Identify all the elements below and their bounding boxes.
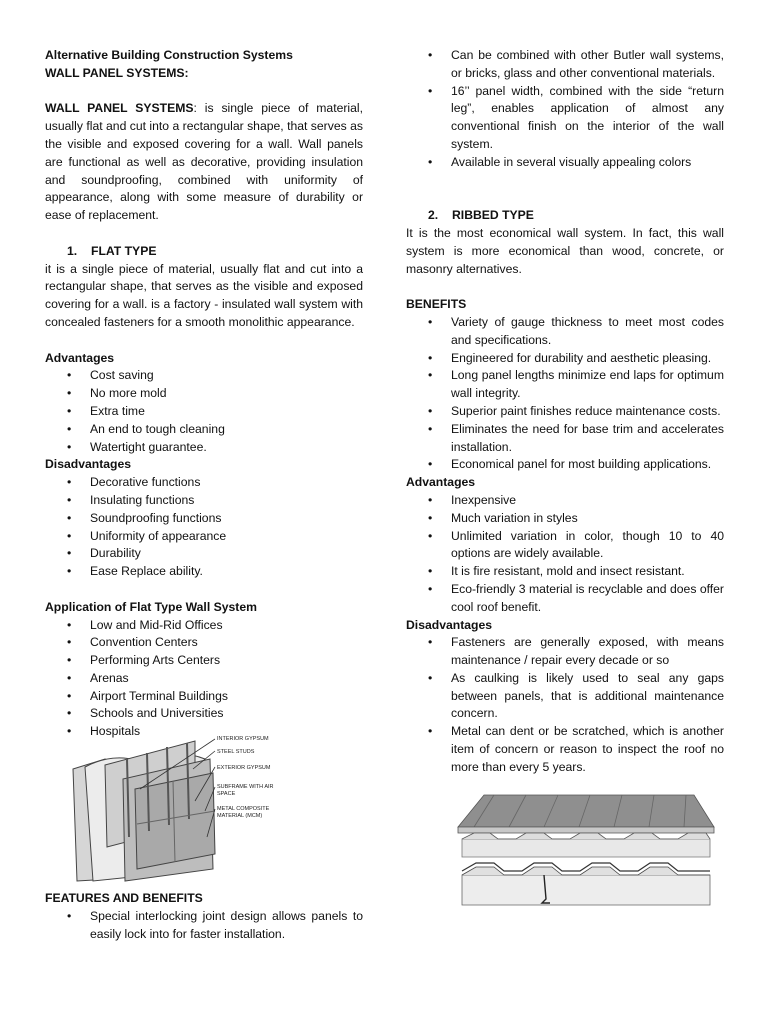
list-item: • Metal can dent or be scratched, which is another item of concern or reason to inspect the roof no more than every 5 years. xyxy=(406,723,724,776)
list-item: • Durability xyxy=(45,545,363,563)
features-list xyxy=(45,908,363,944)
document-subtitle: WALL PANEL SYSTEMS: xyxy=(45,65,189,80)
list-item: • Unlimited variation in color, though 10 to 40 options are widely available. xyxy=(406,528,724,564)
list-item: • Soundproofing functions xyxy=(45,510,363,528)
ribbed-type-number: 2. xyxy=(428,208,439,223)
list-item: • Schools and Universities xyxy=(45,705,363,723)
flat-disadvantages-heading: Disadvantages xyxy=(45,457,132,472)
features-heading: FEATURES AND BENEFITS xyxy=(45,891,203,906)
flat-type-number: 1. xyxy=(67,243,78,258)
list-item: • Engineered for durability and aesthetic pleasing. xyxy=(406,350,724,368)
benefits-heading: BENEFITS xyxy=(406,297,467,312)
ribbed-type-label: RIBBED TYPE xyxy=(452,208,534,223)
flat-type-label: FLAT TYPE xyxy=(91,243,157,258)
ribbed-disadvantages-list xyxy=(406,634,724,776)
list-item: • It is fire resistant, mold and insect resistant. xyxy=(406,563,724,581)
list-item: • Low and Mid-Rid Offices xyxy=(45,617,363,635)
ribbed-panel-diagram xyxy=(454,787,768,917)
features-list-continued xyxy=(406,47,724,172)
list-item: • Performing Arts Centers xyxy=(45,652,363,670)
list-item: • Inexpensive xyxy=(406,492,724,510)
list-item: • Available in several visually appealing colors xyxy=(406,154,724,172)
list-item: • Long panel lengths minimize end laps for optimum wall integrity. xyxy=(406,367,724,403)
application-heading: Application of Flat Type Wall System xyxy=(45,599,257,614)
list-item: • Decorative functions xyxy=(45,474,363,492)
list-item: • Superior paint finishes reduce maintenance costs. xyxy=(406,403,724,421)
list-item: • Arenas xyxy=(45,670,363,688)
list-item: • Economical panel for most building applications. xyxy=(406,456,724,474)
list-item: • Variety of gauge thickness to meet most codes and specifications. xyxy=(406,314,724,350)
list-item: • Uniformity of appearance xyxy=(45,528,363,546)
list-item: • Extra time xyxy=(45,403,363,421)
ribbed-advantages-heading: Advantages xyxy=(406,475,476,490)
list-item: • Airport Terminal Buildings xyxy=(45,688,363,706)
ribbed-advantages-list xyxy=(406,492,724,617)
right-column xyxy=(406,47,724,917)
list-item: • Special interlocking joint design allows panels to easily lock into for faster installation. xyxy=(45,908,363,944)
ribbed-disadvantages-heading: Disadvantages xyxy=(406,617,493,632)
list-item: • Watertight guarantee. xyxy=(45,439,363,457)
label-interior-gypsum: INTERIOR GYPSUM xyxy=(217,736,269,743)
list-item: • Convention Centers xyxy=(45,634,363,652)
list-item: • 16’’ panel width, combined with the side “return leg”, enables application of almost any conventional finish on the interior of the wall system. xyxy=(406,83,724,154)
list-item: • Cost saving xyxy=(45,367,363,385)
ribbed-type-heading xyxy=(406,207,724,225)
label-metal-composite: METAL COMPOSITE xyxy=(217,806,270,813)
benefits-list xyxy=(406,314,724,474)
application-list xyxy=(45,617,363,742)
list-item: • Can be combined with other Butler wall systems, or bricks, glass and other conventional materials. xyxy=(406,47,724,83)
label-subframe-space: SPACE xyxy=(217,791,236,798)
intro-term: WALL PANEL SYSTEMS xyxy=(45,101,194,116)
flat-disadvantages-list xyxy=(45,474,363,581)
flat-advantages-list xyxy=(45,367,363,456)
flat-type-heading xyxy=(45,243,363,261)
list-item: • Eco-friendly 3 material is recyclable and does offer cool roof benefit. xyxy=(406,581,724,617)
flat-advantages-heading: Advantages xyxy=(45,350,115,365)
intro-text: : is single piece of material, usually flat and cut into a rectangular shape, that serves as the visible and exposed covering for a wall. Wall panels are functional as well as decorative, providing insulation and soundproofing, combined with uniformity of appearance, along with some measure of durability or ease of replacement. xyxy=(45,101,363,223)
flat-type-text: it is a single piece of material, usually flat and cut into a rectangular shape, that serves as the visible and exposed covering for a wall. is a factory - insulated wall system with concealed fasteners for a smooth monolithic appearance. xyxy=(45,261,363,329)
list-item: • Fasteners are generally exposed, with means maintenance / repair every decade or so xyxy=(406,634,724,670)
ribbed-type-text: It is the most economical wall system. In fact, this wall system is more economical than wood, concrete, or masonry alternatives. xyxy=(406,225,724,276)
list-item: • Eliminates the need for base trim and accelerates installation. xyxy=(406,421,724,457)
list-item: • As caulking is likely used to seal any gaps between panels, that is additional maintenance concern. xyxy=(406,670,724,723)
label-steel-studs: STEEL STUDS xyxy=(217,749,255,756)
label-exterior-gypsum: EXTERIOR GYPSUM xyxy=(217,765,271,772)
document-title: Alternative Building Construction Systems xyxy=(45,48,293,62)
flat-wall-panel-diagram xyxy=(45,729,363,884)
list-item: • An end to tough cleaning xyxy=(45,421,363,439)
left-column xyxy=(45,47,363,943)
list-item: • Ease Replace ability. xyxy=(45,563,363,581)
label-mcm: MATERIAL (MCM) xyxy=(217,813,263,820)
list-item: • No more mold xyxy=(45,385,363,403)
list-item: • Hospitals xyxy=(45,723,363,741)
label-subframe: SUBFRAME WITH AIR xyxy=(217,784,274,791)
list-item: • Insulating functions xyxy=(45,492,363,510)
list-item: • Much variation in styles xyxy=(406,510,724,528)
intro-paragraph xyxy=(45,100,363,225)
